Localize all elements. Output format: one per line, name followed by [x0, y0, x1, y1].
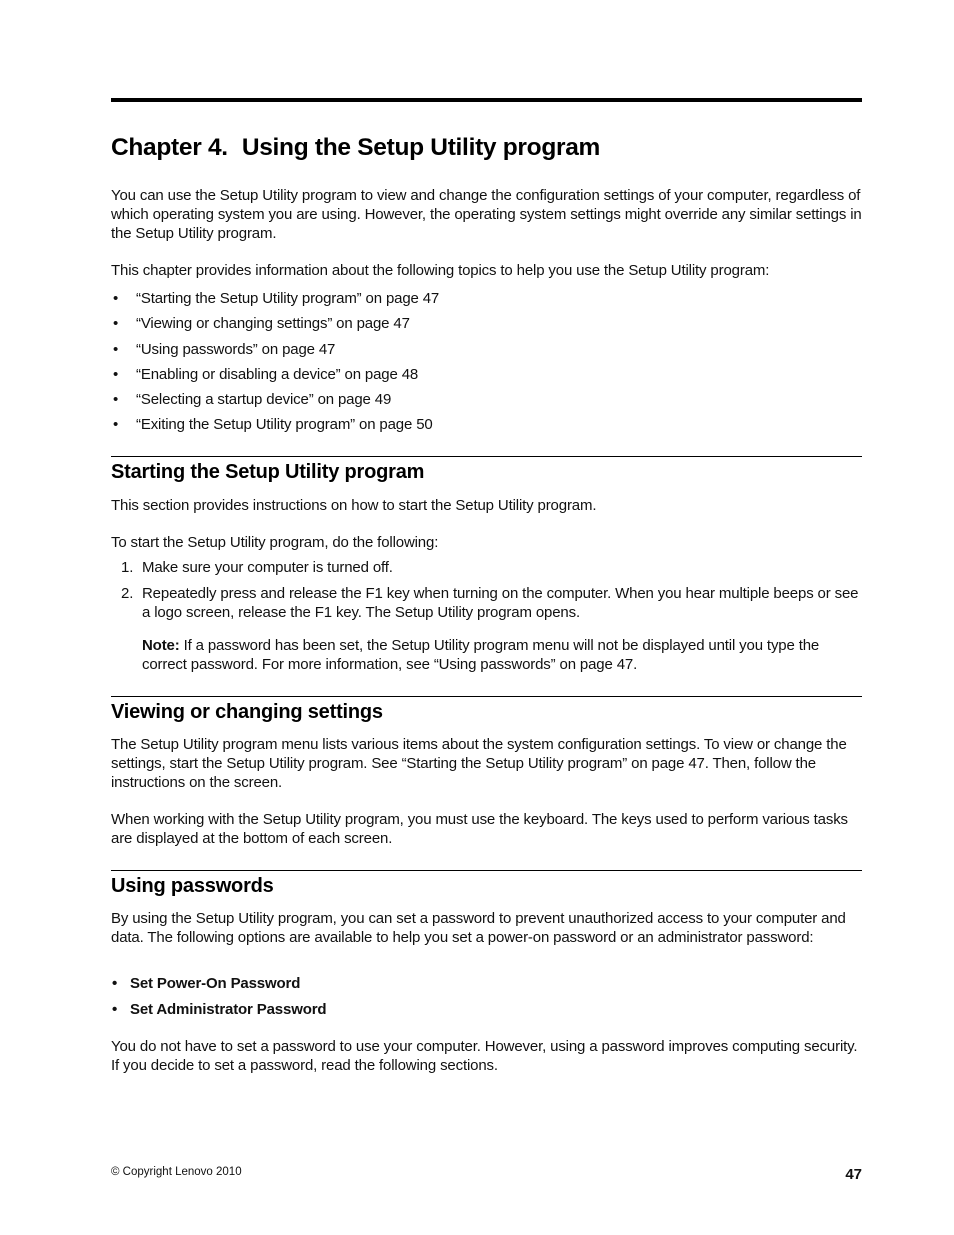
passwords-para-1: By using the Setup Utility program, you can set a password to prevent unauthorized access to your computer and data. The following options are available to help you set a power-on password or an administrator password:: [111, 910, 846, 946]
copyright: © Copyright Lenovo 2010: [111, 1166, 242, 1178]
section-heading-viewing: Viewing or changing settings: [111, 701, 383, 723]
topic-link[interactable]: • “Using passwords” on page 47: [111, 340, 439, 365]
passwords-para-2: You do not have to set a password to use your computer. However, using a password improves computing security. If you decide to set a password, read the following sections.: [111, 1038, 858, 1074]
topics-intro: This chapter provides information about the following topics to help you use the Setup Utility program:: [111, 262, 770, 279]
topic-link[interactable]: • “Exiting the Setup Utility program” on page 50: [111, 415, 439, 440]
step-item: [111, 584, 862, 622]
chapter-number: Chapter 4.: [111, 134, 228, 161]
section-divider: [111, 696, 862, 697]
viewing-para-2: When working with the Setup Utility program, you must use the keyboard. The keys used to perform various tasks are displayed at the bottom of each screen.: [111, 811, 848, 847]
step-text: Repeatedly press and release the F1 key when turning on the computer. When you hear multiple beeps or see a logo screen, release the F1 key. The Setup Utility program opens.: [142, 585, 859, 621]
topics-list: [111, 289, 439, 441]
section-divider: [111, 456, 862, 457]
page-number: 47: [845, 1166, 862, 1183]
starting-intro: This section provides instructions on how to start the Setup Utility program.: [111, 497, 597, 514]
step-item: [111, 558, 862, 577]
topic-link[interactable]: • “Enabling or disabling a device” on page 48: [111, 365, 439, 390]
viewing-para-1: The Setup Utility program menu lists various items about the system configuration settings. To view or change the settings, start the Setup Utility program. See “Starting the Setup Utility program” on page 47. Then, follow the instructions on the screen.: [111, 736, 847, 791]
note-text: If a password has been set, the Setup Utility program menu will not be displayed until you type the correct password. For more information, see “Using passwords” on page 47.: [142, 637, 820, 673]
top-rule: [111, 98, 862, 102]
chapter-intro: You can use the Setup Utility program to view and change the configuration settings of your computer, regardless of which operating system you are using. However, the operating system settings might override any similar settings in the Setup Utility program.: [111, 187, 862, 242]
password-option: • Set Power-On Password: [111, 974, 326, 1000]
chapter-title: [111, 134, 600, 162]
step-number: 1.: [121, 559, 134, 576]
section-heading-passwords: Using passwords: [111, 875, 274, 897]
section-heading-starting: Starting the Setup Utility program: [111, 461, 425, 483]
topic-link[interactable]: • “Selecting a startup device” on page 49: [111, 390, 439, 415]
step-text: Make sure your computer is turned off.: [142, 559, 393, 576]
topic-link[interactable]: • “Viewing or changing settings” on page 47: [111, 314, 439, 339]
section-divider: [111, 870, 862, 871]
note-label: Note:: [142, 637, 180, 654]
step-number: 2.: [121, 585, 134, 602]
topic-link[interactable]: • “Starting the Setup Utility program” on page 47: [111, 289, 439, 314]
steps-intro: To start the Setup Utility program, do the following:: [111, 534, 439, 551]
steps-list: [111, 558, 862, 629]
chapter-title-text: Using the Setup Utility program: [241, 134, 601, 161]
password-options-list: [111, 974, 326, 1026]
note: [142, 636, 867, 674]
password-option: • Set Administrator Password: [111, 1000, 326, 1026]
